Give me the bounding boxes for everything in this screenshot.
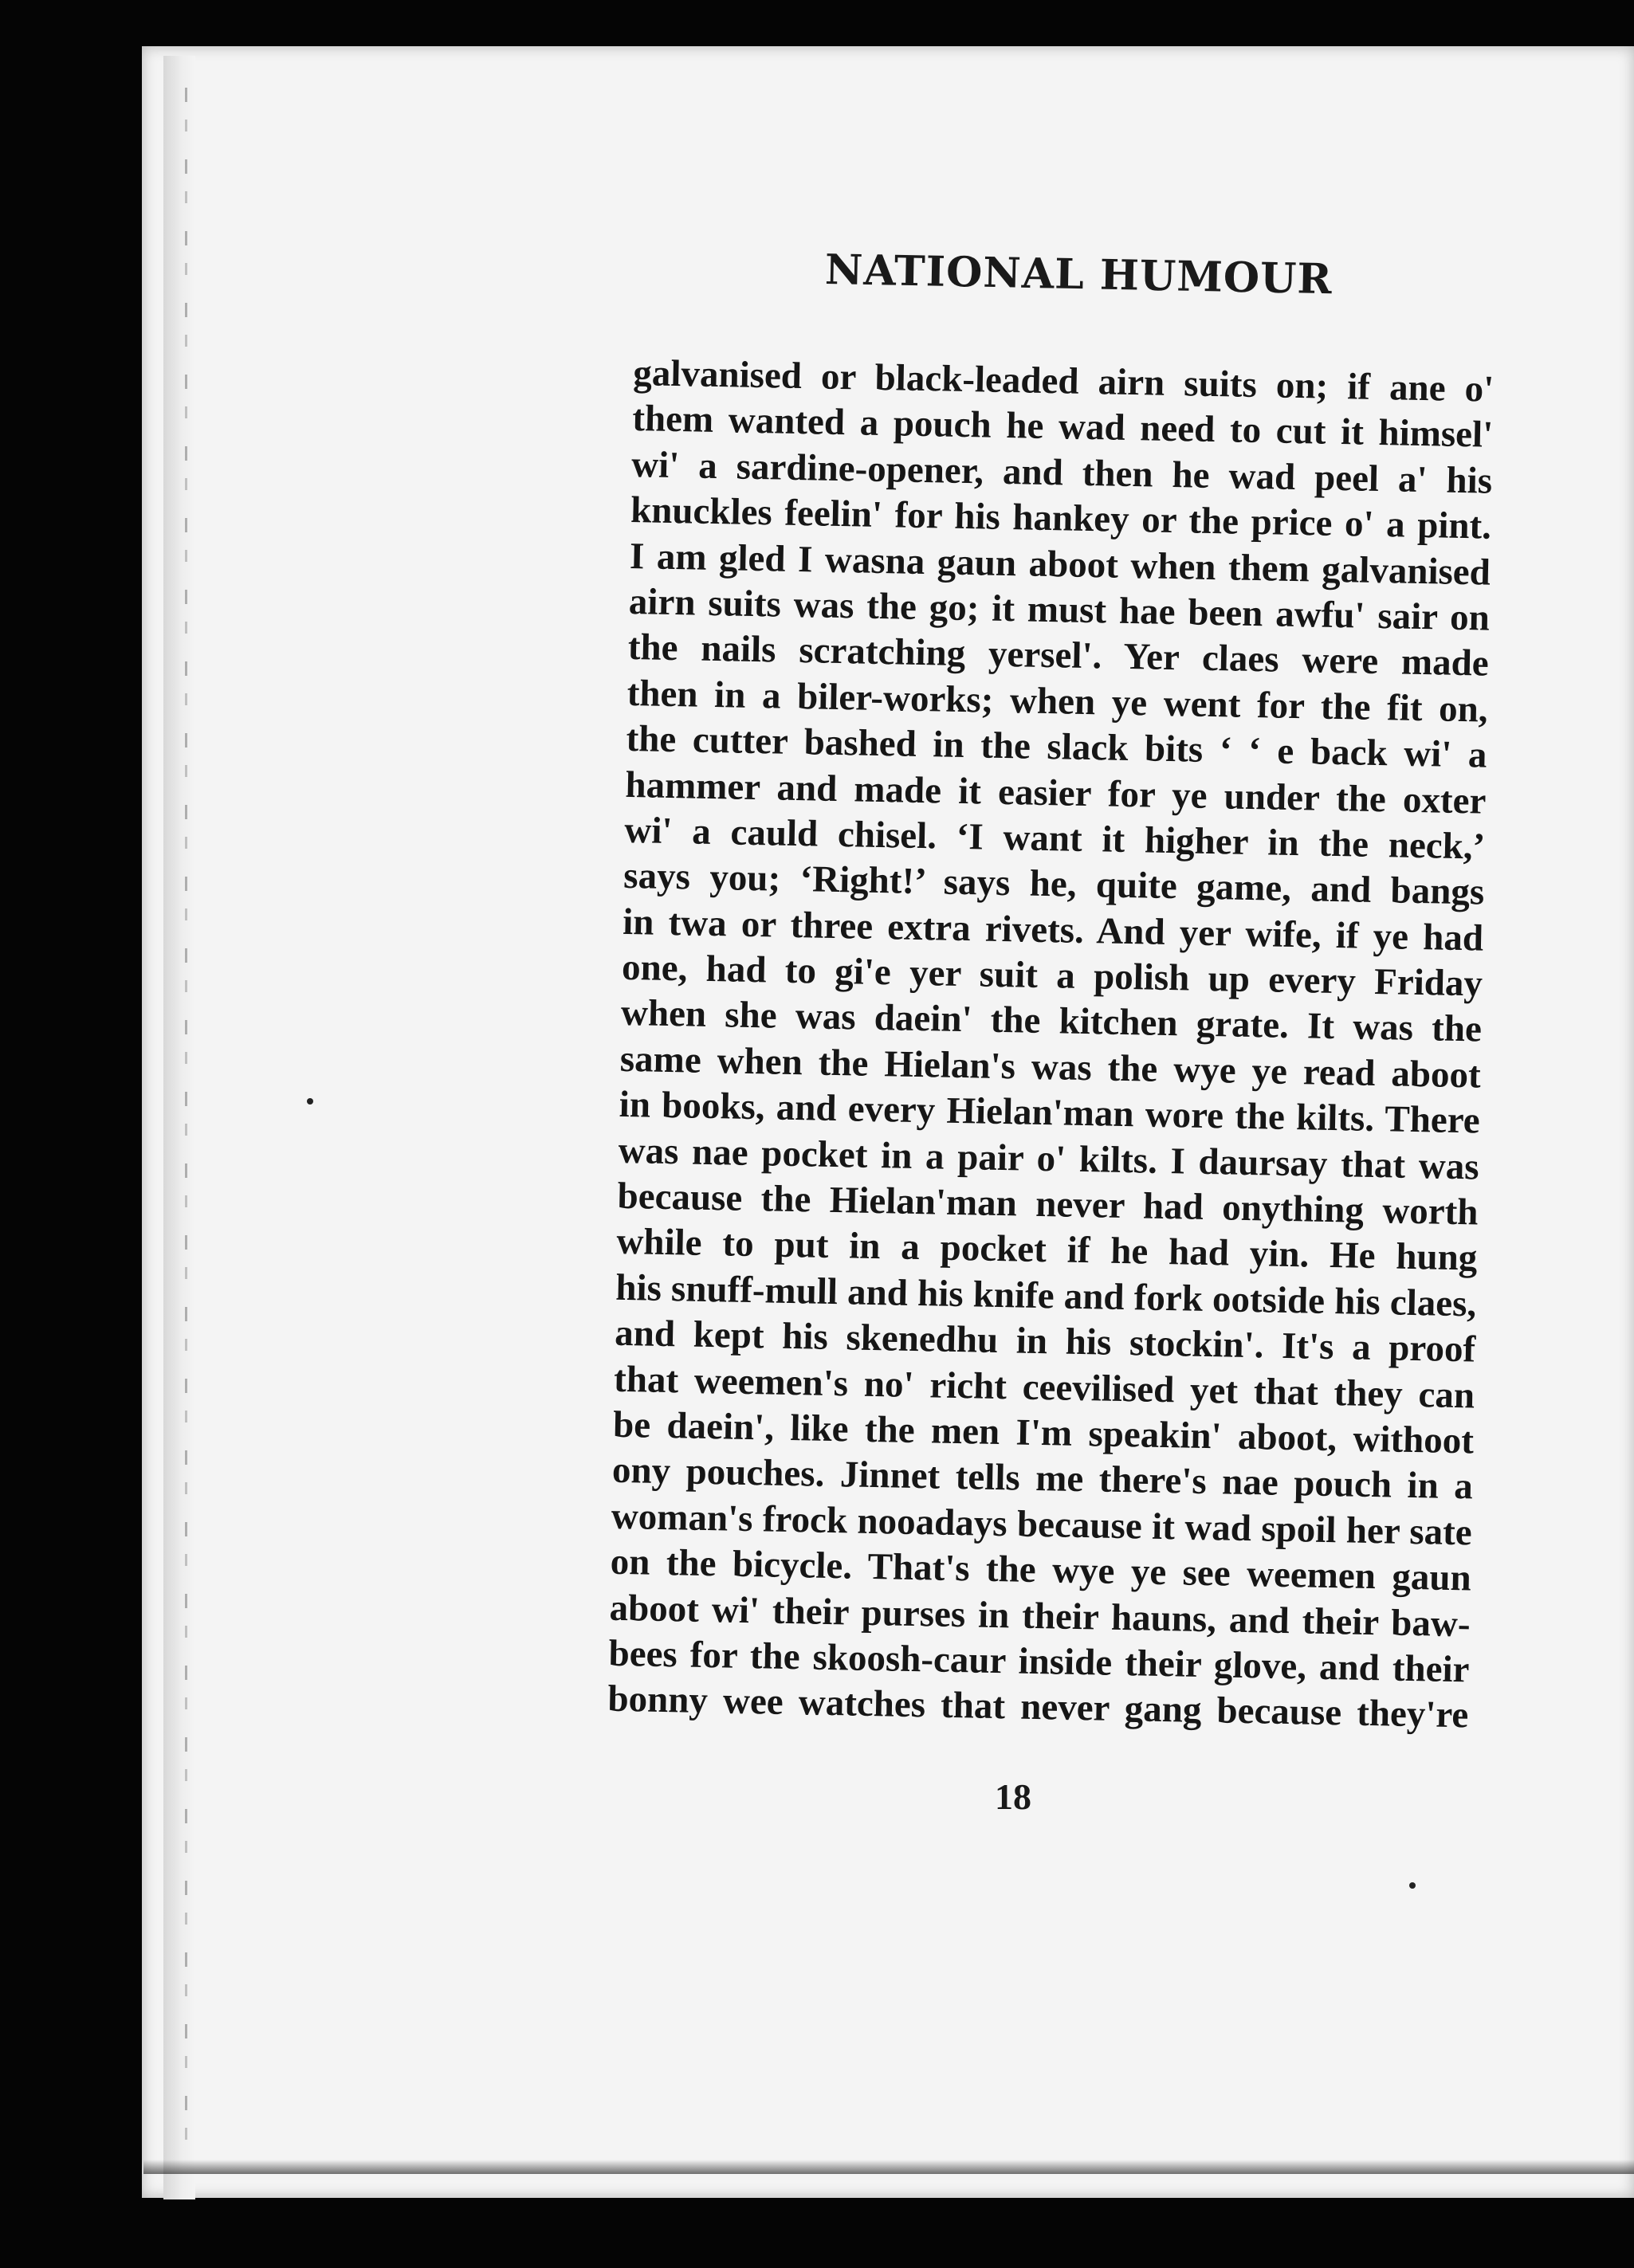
- text-line: when she was daein' the kitchen grate. It was the: [620, 992, 1483, 1051]
- text-line: airn suits was the go; it must hae been awfu' sair on: [628, 580, 1491, 639]
- dust-speck: [307, 1098, 313, 1105]
- page-spine-edge: [163, 56, 195, 2199]
- text-line: because the Hielan'man never had onything worth: [617, 1175, 1479, 1234]
- text-line: the nails scratching yersel'. Yer claes were made: [627, 626, 1490, 685]
- text-line: on the bicycle. That's the wye ye see weemen gaun: [610, 1540, 1472, 1599]
- page-bottom-shadow: [143, 2160, 1634, 2174]
- text-line: knuckles feelin' for his hankey or the price o' a pint.: [630, 489, 1492, 547]
- text-line: same when the Hielan's was the wye ye read aboot: [619, 1038, 1482, 1097]
- text-line: hammer and made it easier for ye under the oxter: [625, 763, 1487, 822]
- text-line: wi' a sardine-opener, and then he wad peel a' his: [630, 443, 1493, 502]
- text-line: ony pouches. Jinnet tells me there's nae pouch in a: [611, 1450, 1474, 1508]
- text-line: I am gled I wasna gaun aboot when them galvanised: [629, 535, 1491, 594]
- text-line: galvanised or black-leaded airn suits on; if ane o': [632, 351, 1495, 410]
- text-line: that weemen's no' richt ceevilised yet that they can: [613, 1358, 1475, 1417]
- text-line: be daein', like the men I'm speakin' aboot, withoot: [612, 1403, 1475, 1462]
- text-line: and kept his skenedhu in his stockin'. It's a proof: [614, 1312, 1476, 1371]
- text-line: aboot wi' their purses in their hauns, and their baw-: [609, 1587, 1471, 1645]
- text-line: then in a biler-works; when ye went for the fit on,: [626, 672, 1489, 731]
- text-line: his snuff-mull and his knife and fork ootside his claes,: [615, 1266, 1477, 1325]
- text-line: while to put in a pocket if he had yin. He hung: [616, 1221, 1478, 1279]
- text-line: one, had to gi'e yer suit a polish up every Friday: [621, 946, 1483, 1005]
- text-line: bonny wee watches that never gang because they're: [607, 1678, 1469, 1736]
- running-head: NATIONAL HUMOUR: [824, 245, 1334, 304]
- text-line: in twa or three extra rivets. And yer wife, if ye had: [622, 901, 1484, 959]
- text-line: the cutter bashed in the slack bits ‘ ‘ e back wi' a: [626, 718, 1487, 776]
- text-line: woman's frock nooadays because it wad spoil her sate: [611, 1495, 1473, 1554]
- text-line: in books, and every Hielan'man wore the kilts. There: [619, 1084, 1481, 1142]
- text-line: says you; ‘Right!’ says he, quite game, and bangs: [623, 855, 1485, 913]
- dust-speck: [1409, 1882, 1416, 1889]
- text-line: was nae pocket in a pair o' kilts. I daursay that was: [618, 1129, 1480, 1188]
- body-text: [607, 351, 1495, 1739]
- text-line: bees for the skoosh-caur inside their glove, and their: [608, 1632, 1470, 1691]
- page-number: 18: [995, 1776, 1031, 1817]
- text-line: wi' a cauld chisel. ‘I want it higher in the neck,’: [623, 809, 1486, 868]
- page-edge-texture: [185, 88, 187, 2160]
- text-line: them wanted a pouch he wad need to cut it himsel': [631, 398, 1494, 457]
